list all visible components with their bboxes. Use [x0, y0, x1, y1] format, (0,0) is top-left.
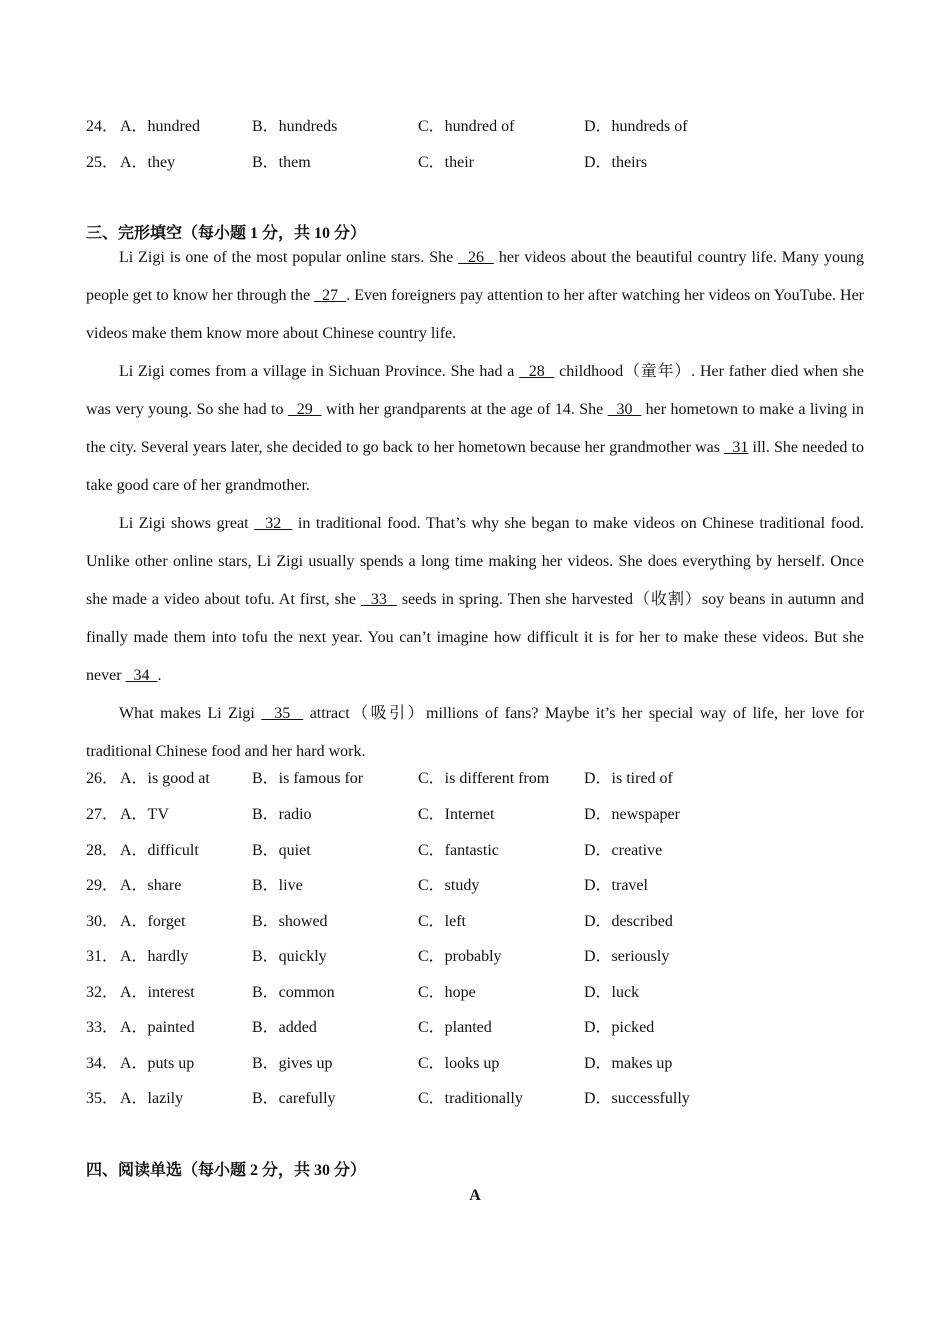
text: her videos about the beautiful country life. Many young people get to know her through the	[86, 249, 865, 304]
passage-paragraph-2	[86, 353, 864, 505]
blank-28: 28	[519, 363, 555, 380]
blank-26: 26	[458, 249, 494, 266]
section-3-title: 三、完形填空（每小题 1 分，共 10 分）	[86, 225, 367, 242]
option-a: A．hundred	[120, 118, 200, 135]
option-d: D．makes up	[584, 1055, 673, 1072]
question-number: 35．	[86, 1090, 119, 1107]
question-number: 24．	[86, 118, 119, 135]
text: Li Zigi shows great	[119, 515, 255, 532]
passage-paragraph-3	[86, 505, 864, 695]
option-c: C．is different from	[418, 770, 550, 787]
option-a: A．interest	[120, 984, 195, 1001]
text: with her grandparents at the age of 14. She	[321, 401, 608, 418]
option-d: D．is tired of	[584, 770, 673, 787]
option-c: C．study	[418, 877, 480, 894]
text: childhood（童年）. Her father died when she was very young. So she had to	[86, 363, 864, 418]
question-number: 32．	[86, 984, 119, 1001]
option-d: D．picked	[584, 1019, 655, 1036]
blank-35: 35	[261, 705, 304, 722]
option-c: C．left	[418, 913, 466, 930]
option-b: B．is famous for	[252, 770, 364, 787]
blank-29: 29	[287, 401, 322, 418]
text: Li Zigi is one of the most popular online stars. She	[119, 249, 459, 266]
option-d: D．successfully	[584, 1090, 690, 1107]
option-b: B．added	[252, 1019, 317, 1036]
passage-paragraph-4	[86, 695, 864, 771]
option-b: B．gives up	[252, 1055, 333, 1072]
option-d: D．newspaper	[584, 806, 680, 823]
option-c: C．Internet	[418, 806, 495, 823]
text: attract（吸引）millions of fans? Maybe it’s her special way of life, her love for traditional Chinese food and her hard work.	[86, 705, 865, 760]
text: her hometown to make a living in the city. Several years later, she decided to go back to her hometown because her grandmother was	[86, 401, 865, 456]
question-number: 28．	[86, 842, 119, 859]
option-a: A．hardly	[120, 948, 189, 965]
option-b: B．quiet	[252, 842, 311, 859]
option-a: A．TV	[120, 806, 169, 823]
text: in traditional food. That’s why she began to make videos on Chinese traditional food. Unlike other online stars, Li Zigi usually spends a long time making her videos. She does everything by herself. Once she made a video about tofu. At first, she	[86, 515, 865, 608]
option-b: B．carefully	[252, 1090, 336, 1107]
option-b: B．them	[252, 154, 311, 171]
option-c: C．looks up	[418, 1055, 500, 1072]
option-b: B．common	[252, 984, 335, 1001]
option-d: D．travel	[584, 877, 648, 894]
option-c: C．fantastic	[418, 842, 499, 859]
option-a: A．difficult	[120, 842, 199, 859]
option-a: A．painted	[120, 1019, 195, 1036]
option-d: D．described	[584, 913, 673, 930]
blank-30: 30	[607, 401, 642, 418]
option-a: A．lazily	[120, 1090, 184, 1107]
option-b: B．showed	[252, 913, 328, 930]
option-c: C．probably	[418, 948, 502, 965]
option-d: D．creative	[584, 842, 663, 859]
passage-a-title: A	[469, 1187, 481, 1204]
passage-paragraph-1	[86, 239, 864, 353]
question-number: 34．	[86, 1055, 119, 1072]
blank-32: 32	[254, 515, 293, 532]
option-a: A．forget	[120, 913, 186, 930]
option-a: A．they	[120, 154, 176, 171]
text: ill. She needed to take good care of her grandmother.	[86, 439, 865, 494]
option-a: A．is good at	[120, 770, 210, 787]
option-d: D．theirs	[584, 154, 648, 171]
question-number: 25．	[86, 154, 119, 171]
question-number: 30．	[86, 913, 119, 930]
option-b: B．hundreds	[252, 118, 338, 135]
text: .	[157, 667, 162, 684]
text: What makes Li Zigi	[119, 705, 262, 722]
question-number: 26．	[86, 770, 119, 787]
option-b: B．radio	[252, 806, 312, 823]
text: seeds in spring. Then she harvested（收割）soy beans in autumn and finally made them into tofu the next year. You can’t imagine how difficult it is for her to make these videos. But she never	[86, 591, 864, 684]
question-number: 29．	[86, 877, 119, 894]
option-d: D．seriously	[584, 948, 670, 965]
option-a: A．puts up	[120, 1055, 195, 1072]
text: . Even foreigners pay attention to her after watching her videos on YouTube. Her videos make them know more about Chinese country life.	[86, 287, 864, 342]
question-number: 33．	[86, 1019, 119, 1036]
option-b: B．live	[252, 877, 303, 894]
blank-33: 33	[360, 591, 397, 608]
option-b: B．quickly	[252, 948, 327, 965]
option-d: D．luck	[584, 984, 640, 1001]
option-c: C．hundred of	[418, 118, 515, 135]
question-number: 31．	[86, 948, 119, 965]
option-c: C．their	[418, 154, 474, 171]
option-c: C．traditionally	[418, 1090, 523, 1107]
option-c: C．planted	[418, 1019, 492, 1036]
question-number: 27．	[86, 806, 119, 823]
option-d: D．hundreds of	[584, 118, 688, 135]
section-4-title: 四、阅读单选（每小题 2 分，共 30 分）	[86, 1162, 367, 1179]
cloze-passage	[86, 239, 864, 771]
blank-31: 31	[724, 439, 749, 456]
blank-27: 27	[314, 287, 347, 304]
option-a: A．share	[120, 877, 182, 894]
text: Li Zigi comes from a village in Sichuan Province. She had a	[119, 363, 520, 380]
option-c: C．hope	[418, 984, 476, 1001]
blank-34: 34	[125, 667, 158, 684]
